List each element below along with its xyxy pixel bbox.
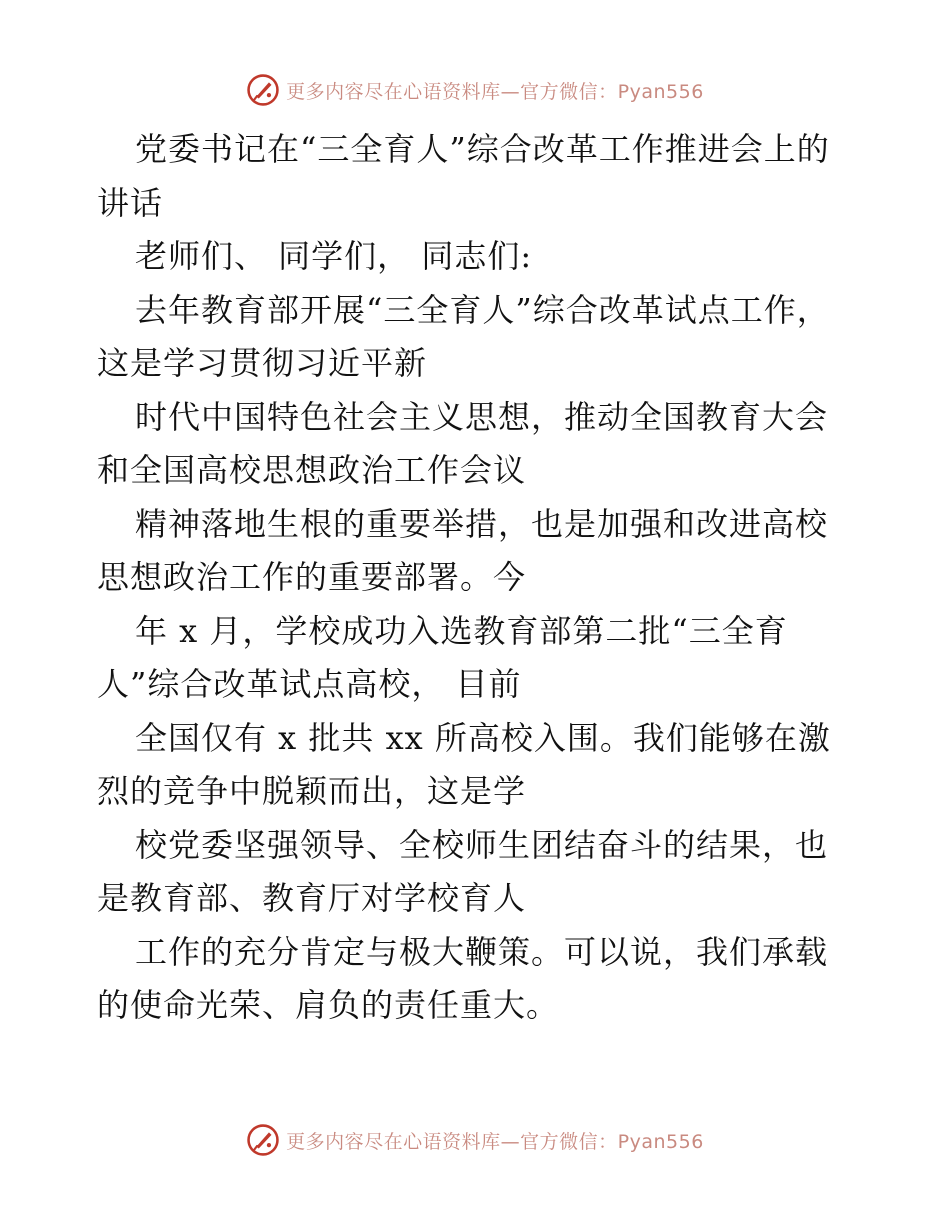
footer-watermark [0,1120,950,1160]
paragraph-title: 党委书记在“三全育人”综合改革工作推进会上的讲话 [97,130,830,222]
paragraph: 工作的充分肯定与极大鞭策。可以说，我们承载的使命光荣、肩负的责任重大。 [97,932,829,1024]
paragraph: 去年教育部开展“三全育人”综合改革试点工作，这是学习贯彻习近平新 [97,290,830,382]
header-watermark [0,70,950,110]
watermark-text: 更多内容尽在心语资料库—官方微信：Pyan556 [286,80,704,103]
paragraph: 年 x 月，学校成功入选教育部第二批“三全育人”综合改革试点高校， 目前 [97,611,788,703]
paragraph-greeting: 老师们、 同学们， 同志们: [135,237,533,275]
watermark-text: 更多内容尽在心语资料库—官方微信：Pyan556 [286,1130,704,1153]
paragraph: 时代中国特色社会主义思想，推动全国教育大会和全国高校思想政治工作会议 [97,397,829,489]
paragraph: 校党委坚强领导、全校师生团结奋斗的结果，也是教育部、教育厅对学校育人 [97,825,829,917]
quill-logo-icon [246,1123,280,1157]
document-body [97,123,857,1033]
paragraph: 精神落地生根的重要举措，也是加强和改进高校思想政治工作的重要部署。今 [97,504,829,596]
paragraph: 全国仅有 x 批共 xx 所高校入围。我们能够在激烈的竞争中脱颖而出，这是学 [97,718,831,810]
quill-logo-icon [246,73,280,107]
